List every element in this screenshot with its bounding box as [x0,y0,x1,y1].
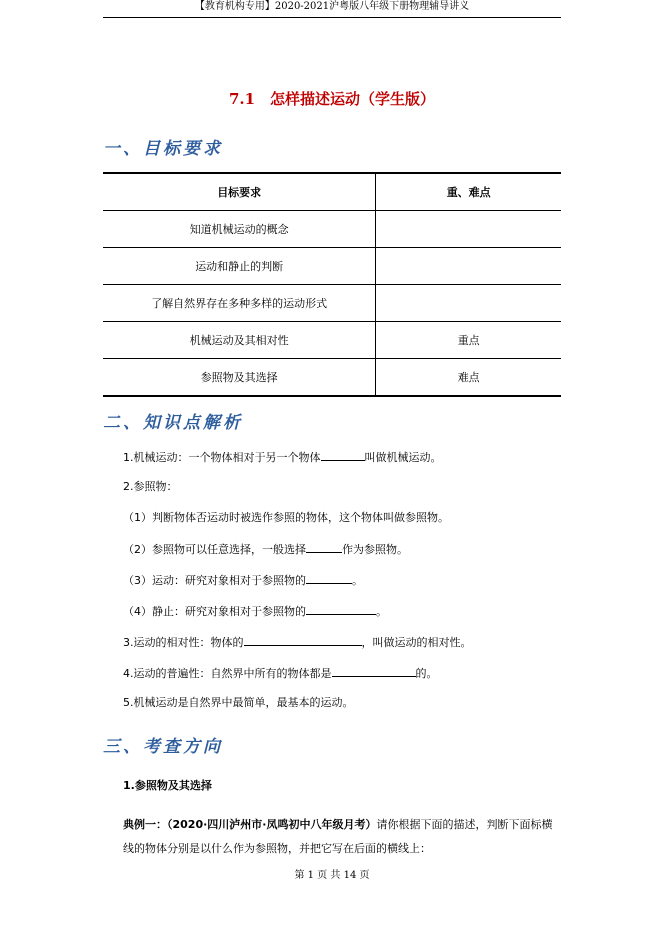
knowledge-text: 1.机械运动：一个物体相对于另一个物体 [123,451,321,464]
table-header-goal: 目标要求 [103,173,376,211]
table-cell-difficulty [376,211,561,248]
knowledge-text: 叫做机械运动。 [364,451,442,464]
knowledge-text: ，叫做运动的相对性。 [361,636,472,649]
knowledge-text: 3.运动的相对性：物体的 [123,636,244,649]
table-row [103,211,561,248]
table-cell-difficulty: 重点 [376,322,561,359]
table-cell-goal: 参照物及其选择 [103,359,376,397]
knowledge-line-8 [123,665,438,681]
example-text: 请你根据下面的描述，判断下面标横线的物体分别是以什么作为参照物，并把它写在后面的横线上： [123,818,553,855]
knowledge-text: 4.运动的普遍性：自然界中所有的物体都是 [123,667,332,680]
knowledge-line-6 [123,603,387,619]
table-cell-difficulty: 难点 [376,359,561,397]
knowledge-line-7 [123,634,472,650]
example-label: 典例一：（2020·四川泸州市·凤鸣初中八年级月考） [123,818,377,831]
fill-blank [306,572,352,584]
knowledge-text: 。 [352,574,363,587]
knowledge-line-3: （1）判断物体否运动时被选作参照的物体，这个物体叫做参照物。 [123,511,449,524]
section-heading-knowledge: 二、知识点解析 [103,413,243,433]
table-cell-difficulty [376,285,561,322]
table-header-row [103,173,561,211]
fill-blank [332,665,416,677]
exam-subheading: 1.参照物及其选择 [123,779,212,792]
page-title: 7.1 怎样描述运动（学生版） [228,90,436,108]
table-cell-goal: 运动和静止的判断 [103,248,376,285]
knowledge-text: 的。 [415,667,438,680]
knowledge-text: （2）参照物可以任意选择，一般选择 [123,543,306,556]
page-footer: 第 1 页 共 14 页 [294,870,370,881]
goals-table [103,172,561,397]
knowledge-line-2: 2.参照物： [123,480,178,493]
knowledge-text: 作为参照物。 [342,543,408,556]
example-paragraph [123,813,561,861]
section-heading-exam: 三、考查方向 [103,737,223,757]
section-heading-goals: 一、目标要求 [103,139,223,159]
fill-blank [306,541,342,553]
knowledge-line-5 [123,572,363,588]
knowledge-line-9: 5.机械运动是自然界中最简单，最基本的运动。 [123,696,354,709]
table-cell-difficulty [376,248,561,285]
table-row [103,285,561,322]
page-header: 【教育机构专用】2020-2021沪粤版八年级下册物理辅导讲义 [103,0,561,18]
table-cell-goal: 了解自然界存在多种多样的运动形式 [103,285,376,322]
table-row [103,248,561,285]
table-row [103,322,561,359]
table-cell-goal: 机械运动及其相对性 [103,322,376,359]
fill-blank [306,603,376,615]
table-row [103,359,561,397]
knowledge-text: 。 [376,605,387,618]
table-header-difficulty: 重、难点 [376,173,561,211]
table-cell-goal: 知道机械运动的概念 [103,211,376,248]
knowledge-text: （4）静止：研究对象相对于参照物的 [123,605,306,618]
fill-blank [244,634,362,646]
fill-blank [321,449,365,461]
knowledge-text: （3）运动：研究对象相对于参照物的 [123,574,306,587]
knowledge-line-1 [123,449,442,465]
knowledge-line-4 [123,541,408,557]
